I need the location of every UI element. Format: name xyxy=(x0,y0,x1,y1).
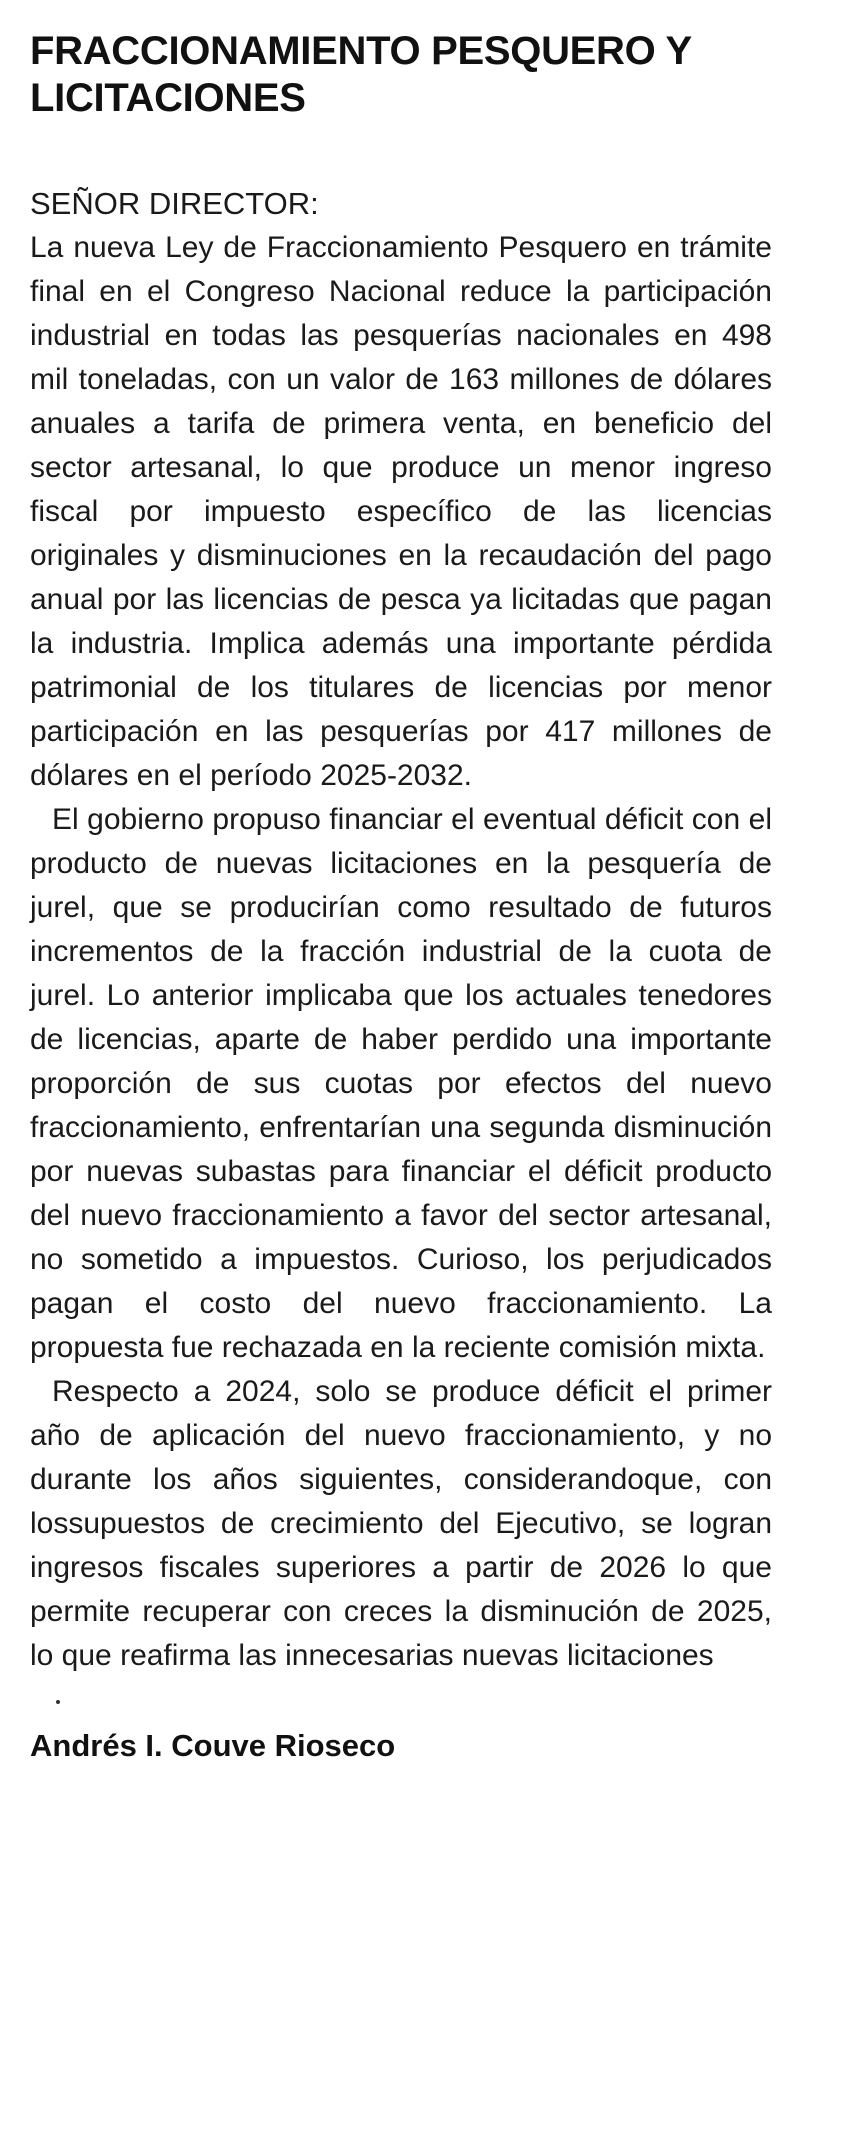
salutation: SEÑOR DIRECTOR: xyxy=(30,186,319,221)
paragraph-3: Respecto a 2024, solo se produce déficit el primer año de aplicación del nuevo fraccionamiento, y no durante los años siguientes, considerandoque, con lossupuestos de crecimiento del Ejecutivo, se logran ingresos fiscales superiores a partir de 2026 lo que permite recuperar con creces la disminución de 2025, lo que reafirma las innecesarias nuevas licitaciones xyxy=(30,1375,772,1672)
paragraph-2: El gobierno propuso financiar el eventual déficit con el producto de nuevas licitaciones en la pesquería de jurel, que se producirían como resultado de futuros incrementos de la fracción industrial de la cuota de jurel. Lo anterior implicaba que los actuales tenedores de licencias, aparte de haber perdido una importante proporción de sus cuotas por efectos del nuevo fraccionamiento, enfrentarían una segunda disminución por nuevas subastas para financiar el déficit producto del nuevo fraccionamiento a favor del sector artesanal, no sometido a impuestos. Curioso, los perjudicados pagan el costo del nuevo fraccionamiento. La propuesta fue rechazada en la reciente comisión mixta. xyxy=(30,803,772,1364)
paragraph-1: La nueva Ley de Fraccionamiento Pesquero en trámite final en el Congreso Nacional reduce la participación industrial en todas las pesquerías nacionales en 498 mil toneladas, con un valor de 163 millones de dólares anuales a tarifa de primera venta, en beneficio del sector artesanal, lo que produce un menor ingreso fiscal por impuesto específico de las licencias originales y disminuciones en la recaudación del pago anual por las licencias de pesca ya licitadas que pagan la industria. Implica además una importante pérdida patrimonial de los titulares de licencias por menor participación en las pesquerías por 417 millones de dólares en el período 2025-2032. xyxy=(30,231,772,792)
separator-dot xyxy=(30,1678,772,1718)
signature: Andrés I. Couve Rioseco xyxy=(30,1728,396,1763)
headline: FRACCIONAMIENTO PESQUERO Y LICITACIONES xyxy=(30,29,692,120)
letter-article xyxy=(30,28,772,1768)
